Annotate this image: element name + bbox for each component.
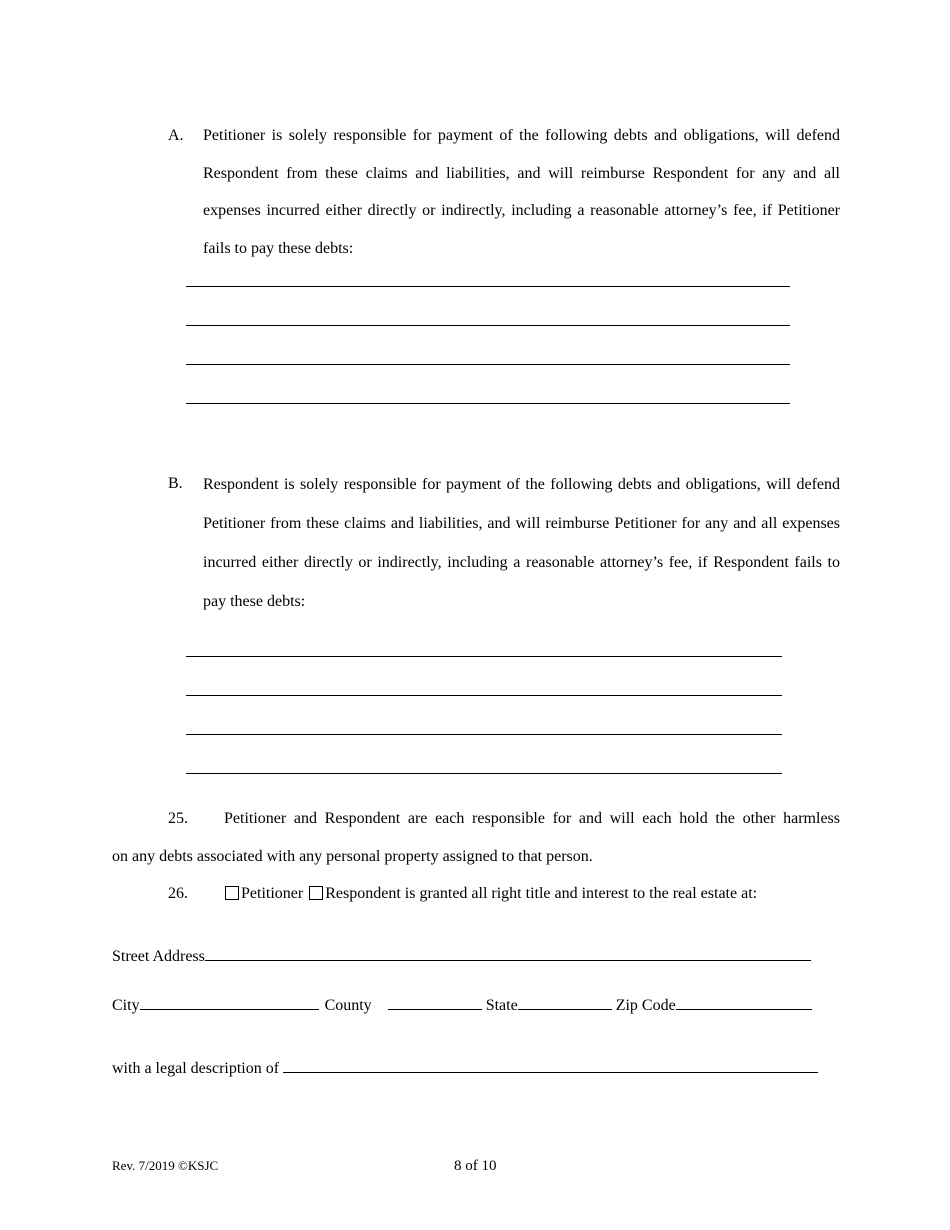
section-b-text: Respondent is solely responsible for payment of the following debts and obligations, will defend Petitioner from these claims and liabilities, and will reimburse Petitioner for any and all expenses incurred either directly or indirectly, including a reasonable attorney’s fee, if Respondent fails to pay these debts:	[203, 476, 840, 610]
county-field[interactable]	[388, 995, 482, 1010]
page-number: 8 of 10	[454, 1158, 497, 1174]
item-25-number: 25.	[168, 810, 188, 827]
petitioner-checkbox[interactable]	[225, 886, 239, 900]
legal-description-row	[112, 1058, 818, 1078]
street-address-field[interactable]	[205, 946, 811, 961]
respondent-checkbox[interactable]	[309, 886, 323, 900]
state-label: State	[485, 997, 518, 1014]
respondent-debt-line-1[interactable]	[186, 656, 782, 657]
petitioner-debt-line-3[interactable]	[186, 364, 790, 365]
item-25-line-1: Petitioner and Respondent are each responsible for and will each hold the other harmless	[224, 810, 840, 827]
section-a-letter: A.	[168, 127, 184, 144]
street-address-label: Street Address	[112, 948, 205, 965]
petitioner-debt-line-4[interactable]	[186, 403, 790, 404]
section-a-text: Petitioner is solely responsible for payment of the following debts and obligations, will defend Respondent from these claims and liabilities, and will reimburse Respondent for any and all expenses incurred either directly or indirectly, including a reasonable attorney’s fee, if Petitioner fails to pay these debts:	[203, 127, 840, 257]
respondent-debt-line-2[interactable]	[186, 695, 782, 696]
street-address-row	[112, 946, 811, 966]
item-26-options	[225, 885, 757, 903]
respondent-option-label: Respondent is granted all right title and interest to the real estate at:	[325, 885, 758, 902]
item-26-number: 26.	[168, 885, 188, 902]
legal-description-field[interactable]	[283, 1058, 818, 1073]
petitioner-debt-line-1[interactable]	[186, 286, 790, 287]
state-field[interactable]	[518, 995, 612, 1010]
section-b	[168, 465, 840, 621]
city-field[interactable]	[140, 995, 319, 1010]
petitioner-option-label: Petitioner	[241, 885, 304, 902]
county-label: County	[324, 997, 372, 1014]
respondent-debt-line-4[interactable]	[186, 773, 782, 774]
city-label: City	[112, 997, 140, 1014]
legal-description-label: with a legal description of	[112, 1060, 280, 1077]
section-b-letter: B.	[168, 475, 183, 492]
city-row	[112, 995, 812, 1015]
zip-code-field[interactable]	[676, 995, 812, 1010]
petitioner-debt-line-2[interactable]	[186, 325, 790, 326]
section-a	[168, 117, 840, 267]
revision-note: Rev. 7/2019 ©KSJC	[112, 1158, 219, 1173]
zip-code-label: Zip Code	[615, 997, 676, 1014]
item-25-line-2: on any debts associated with any personal property assigned to that person.	[112, 848, 593, 865]
respondent-debt-line-3[interactable]	[186, 734, 782, 735]
